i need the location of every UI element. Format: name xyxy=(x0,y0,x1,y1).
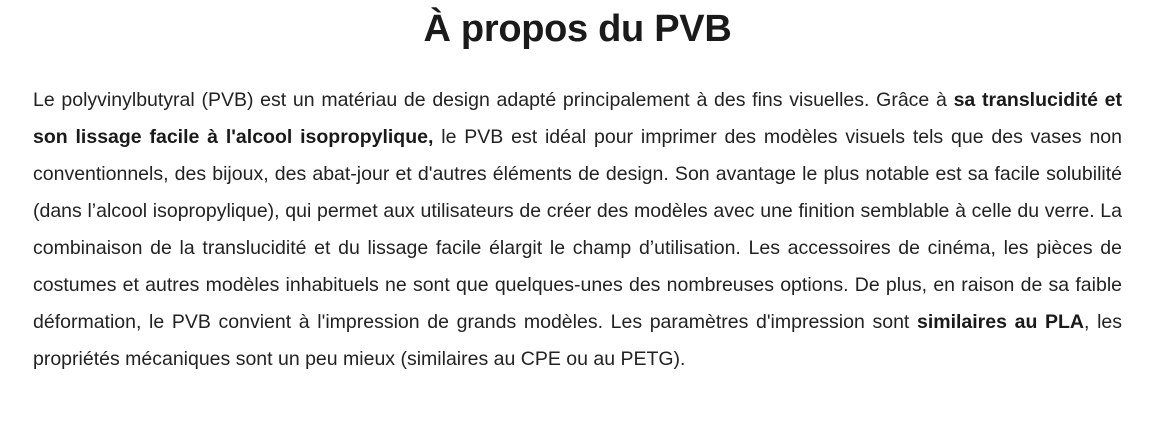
article-paragraph xyxy=(33,82,1122,378)
paragraph-highlight: similaires au PLA xyxy=(916,311,1085,333)
paragraph-text: Le polyvinylbutyral (PVB) est un matériau de design adapté principalement à des fins visuelles. Grâce à xyxy=(33,89,954,111)
page-title: À propos du PVB xyxy=(423,8,732,50)
paragraph-highlight: sa translucidité et son lissage facile à l'alcool isopropylique, xyxy=(33,89,1122,148)
paragraph-text: le PVB est idéal pour imprimer des modèles visuels tels que des vases non conventionnels, des bijoux, des abat-jour et d'autres éléments de design. Son avantage le plus notable est sa facile solubilité (dans l’alcool isopropylique), qui permet aux utilisateurs de créer des modèles avec une finition semblable à celle du verre. La combinaison de la translucidité et du lissage facile élargit le champ d’utilisation. Les accessoires de cinéma, les pièces de costumes et autres modèles inhabituels ne sont que quelques-unes des nombreuses options. De plus, en raison de sa faible déformation, le PVB convient à l'impression de grands modèles. Les paramètres d'impression sont xyxy=(33,126,1122,333)
paragraph-text: , les propriétés mécaniques sont un peu mieux (similaires au CPE ou au PETG). xyxy=(33,311,1123,370)
